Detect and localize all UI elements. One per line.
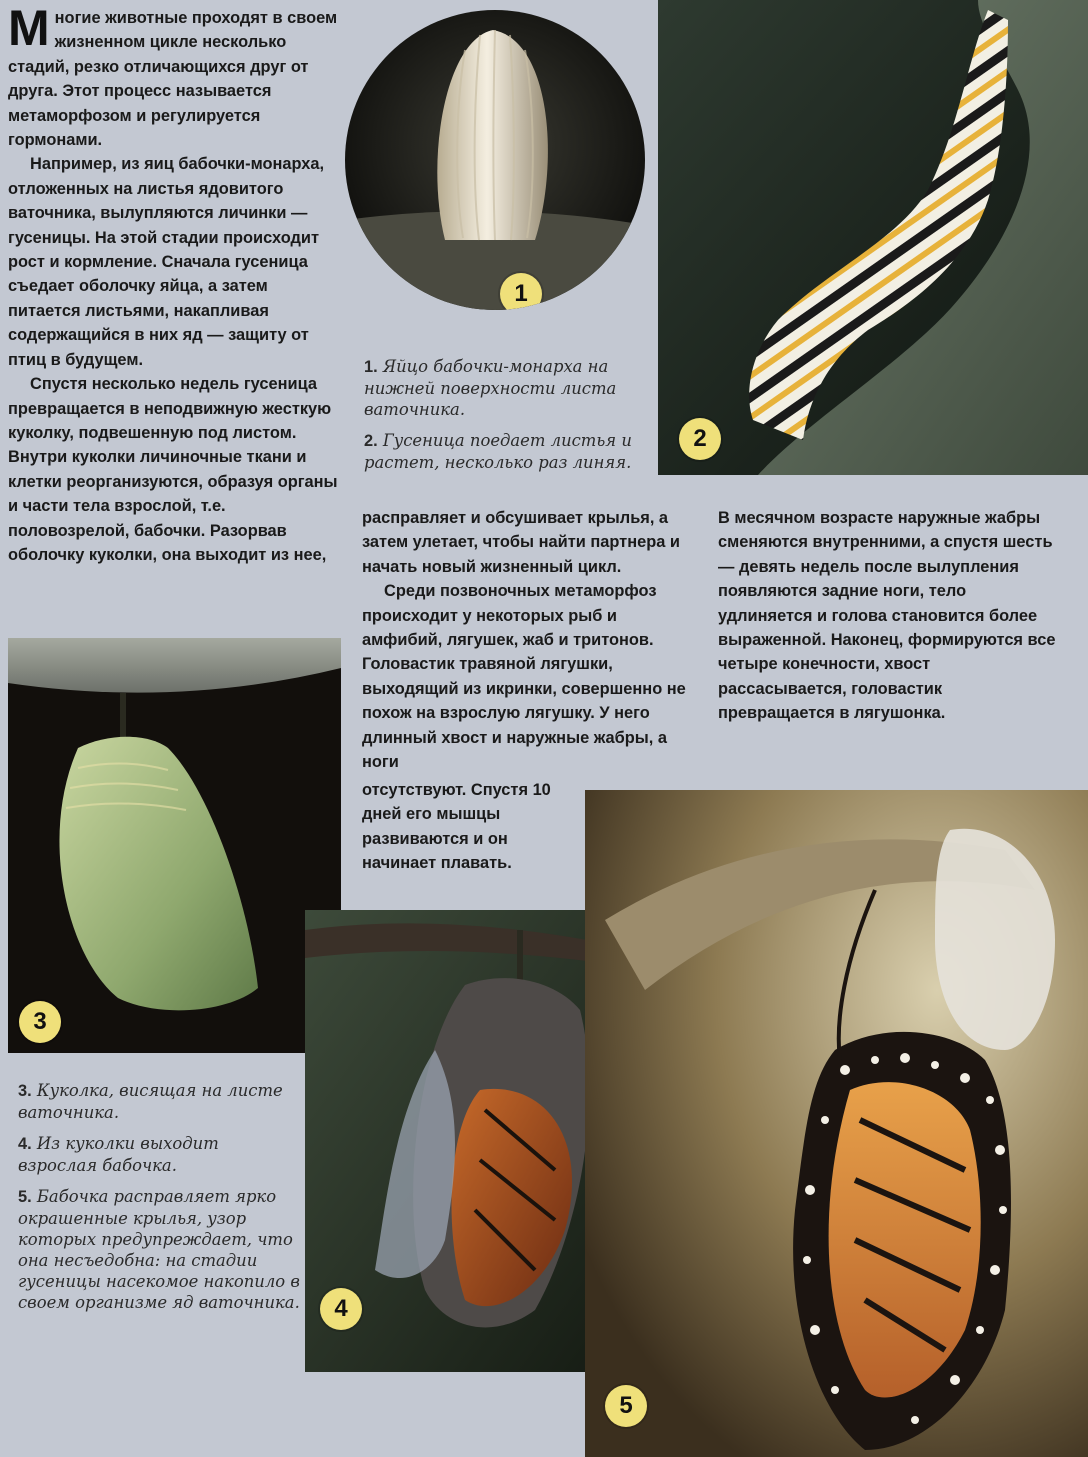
photo-caterpillar bbox=[658, 0, 1088, 475]
caption-1: 1. Яйцо бабочки-монарха на нижней поверхности листа ваточника. bbox=[364, 357, 617, 419]
captions-top bbox=[364, 356, 654, 483]
right-column bbox=[718, 506, 1063, 726]
intro-column bbox=[8, 0, 338, 567]
caption-3: 3. Куколка, висящая на листе ваточника. bbox=[18, 1081, 283, 1122]
middle-paragraph-2b: отсутствуют. Спустя 10 дней его мышцы развиваются и он начинает плавать. bbox=[362, 781, 551, 873]
photo-chrysalis bbox=[8, 638, 341, 1053]
photo-adult-butterfly bbox=[585, 790, 1088, 1457]
badge-1: 1 bbox=[500, 273, 542, 310]
intro-paragraph-1: ногие животные проходят в своем жизненном цикле несколько стадий, резко отличающихся друг от друга. Этот процесс называется метаморфозом и регулируется гормонами. bbox=[8, 9, 338, 150]
badge-4: 4 bbox=[320, 1288, 362, 1330]
captions-bottom bbox=[18, 1080, 303, 1323]
right-paragraph-1: В месячном возрасте наружные жабры сменяются внутренними, а спустя шесть — девять недель после вылупления появляются задние ноги, тело удлиняется и голова становится более выраженной. Наконец, формируются все четыре конечности, хвост рассасывается, головастик превращается в лягушонка. bbox=[718, 509, 1056, 723]
middle-paragraph-2a: Среди позвоночных метаморфоз происходит у некоторых рыб и амфибий, лягушек, жаб и тритонов. Головастик травяной лягушки, выходящий из икринки, совершенно не похож на взрослую лягушку. У него длинный хвост и наружные жабры, а ноги bbox=[362, 582, 686, 772]
badge-2: 2 bbox=[679, 418, 721, 460]
photo-egg bbox=[345, 10, 645, 310]
caption-5: 5. Бабочка расправляет ярко окрашенные крылья, узор которых предупреждает, что она несъедобна: на стадии гусеницы насекомое накопило в своем организме яд ваточника. bbox=[18, 1187, 300, 1312]
badge-5: 5 bbox=[605, 1385, 647, 1427]
intro-paragraph-2: Например, из яиц бабочки-монарха, отложенных на листья ядовитого ваточника, вылупляются личинки — гусеницы. На этой стадии происходит рост и кормление. Сначала гусеница съедает оболочку яйца, а затем питается листьями, накапливая содержащийся в них яд — защиту от птиц в будущем. bbox=[8, 155, 325, 369]
caption-4: 4. Из куколки выходит взрослая бабочка. bbox=[18, 1134, 219, 1175]
intro-paragraph-3: Спустя несколько недель гусеница превращается в неподвижную жесткую куколку, подвешенную под листом. Внутри куколки личиночные ткани и клетки реорганизуются, образуя органы и части тела взрослой, т.е. половозрелой, бабочки. Разорвав оболочку куколки, она выходит из нее, bbox=[8, 375, 338, 564]
drop-cap: М bbox=[8, 0, 50, 56]
middle-paragraph-1: расправляет и обсушивает крылья, а затем улетает, чтобы найти партнера и начать новый жизненный цикл. bbox=[362, 509, 680, 576]
middle-column-continued bbox=[362, 778, 572, 876]
caption-2: 2. Гусеница поедает листья и растет, несколько раз линяя. bbox=[364, 431, 632, 472]
badge-3: 3 bbox=[19, 1001, 61, 1043]
middle-column bbox=[362, 506, 698, 774]
